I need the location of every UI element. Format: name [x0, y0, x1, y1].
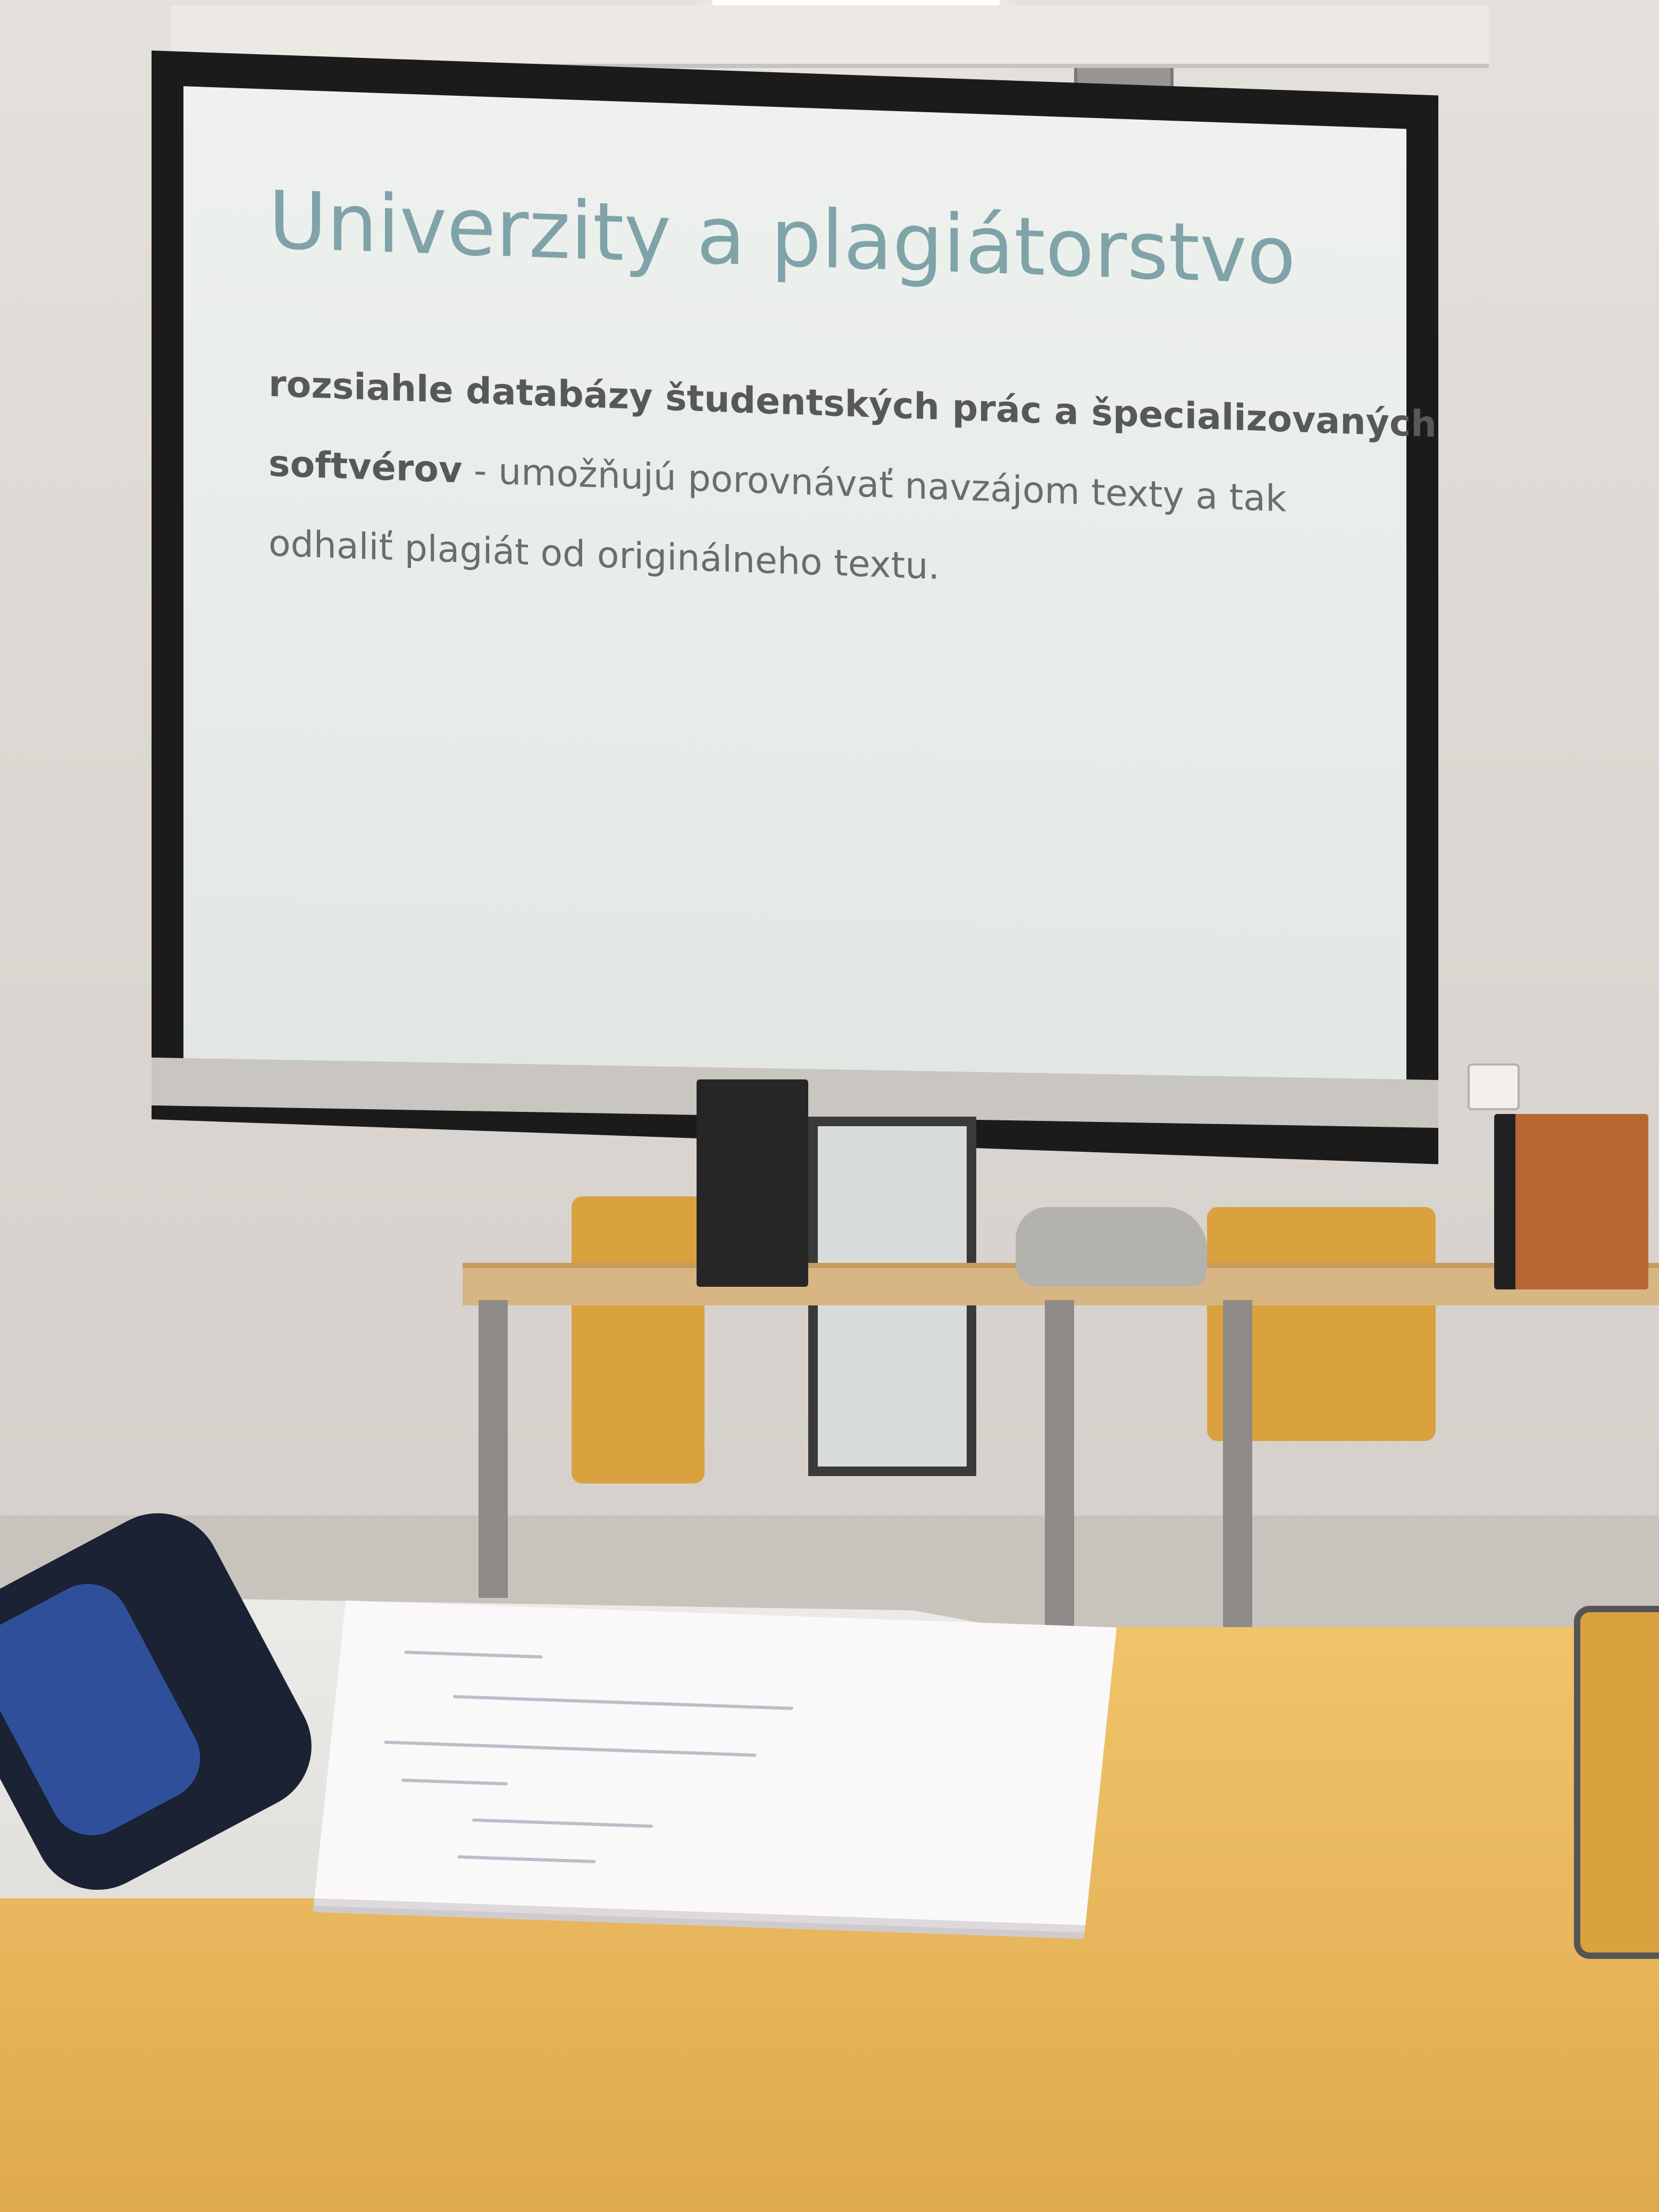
pencil-case-mesh: [0, 1569, 215, 1850]
slide-title: Univerzity a plagiátorstvo: [269, 174, 1296, 303]
scribble: [401, 1779, 508, 1786]
projected-slide: [183, 86, 1437, 1104]
slide-line-1-bold: rozsiahle databázy študentských prác a špecializovaných: [269, 363, 1437, 446]
scribble: [457, 1855, 596, 1863]
scribble: [453, 1695, 794, 1710]
table-leg: [1223, 1300, 1252, 1672]
scribble: [384, 1740, 757, 1756]
scribble: [472, 1819, 653, 1828]
slide-body: [269, 345, 1438, 625]
handwritten-notes: [314, 1601, 1117, 1925]
speaker-right: [1494, 1114, 1648, 1289]
chair-foreground-right: [1574, 1606, 1659, 1959]
table-leg: [479, 1300, 508, 1598]
table-leg: [1045, 1300, 1074, 1630]
speaker-left: [697, 1079, 808, 1287]
chair-left: [572, 1196, 705, 1484]
projection-screen: [152, 51, 1438, 1164]
scribble: [404, 1650, 543, 1658]
wall-outlet: [1468, 1063, 1520, 1110]
cloth-on-table: [1016, 1207, 1207, 1287]
slide-line-2-text: - umožňujú porovnávať navzájom texty a tak: [462, 449, 1287, 521]
slide-line-2-bold: softvérov: [269, 442, 463, 492]
slide-line-3: odhaliť plagiát od originálneho textu.: [269, 522, 940, 588]
